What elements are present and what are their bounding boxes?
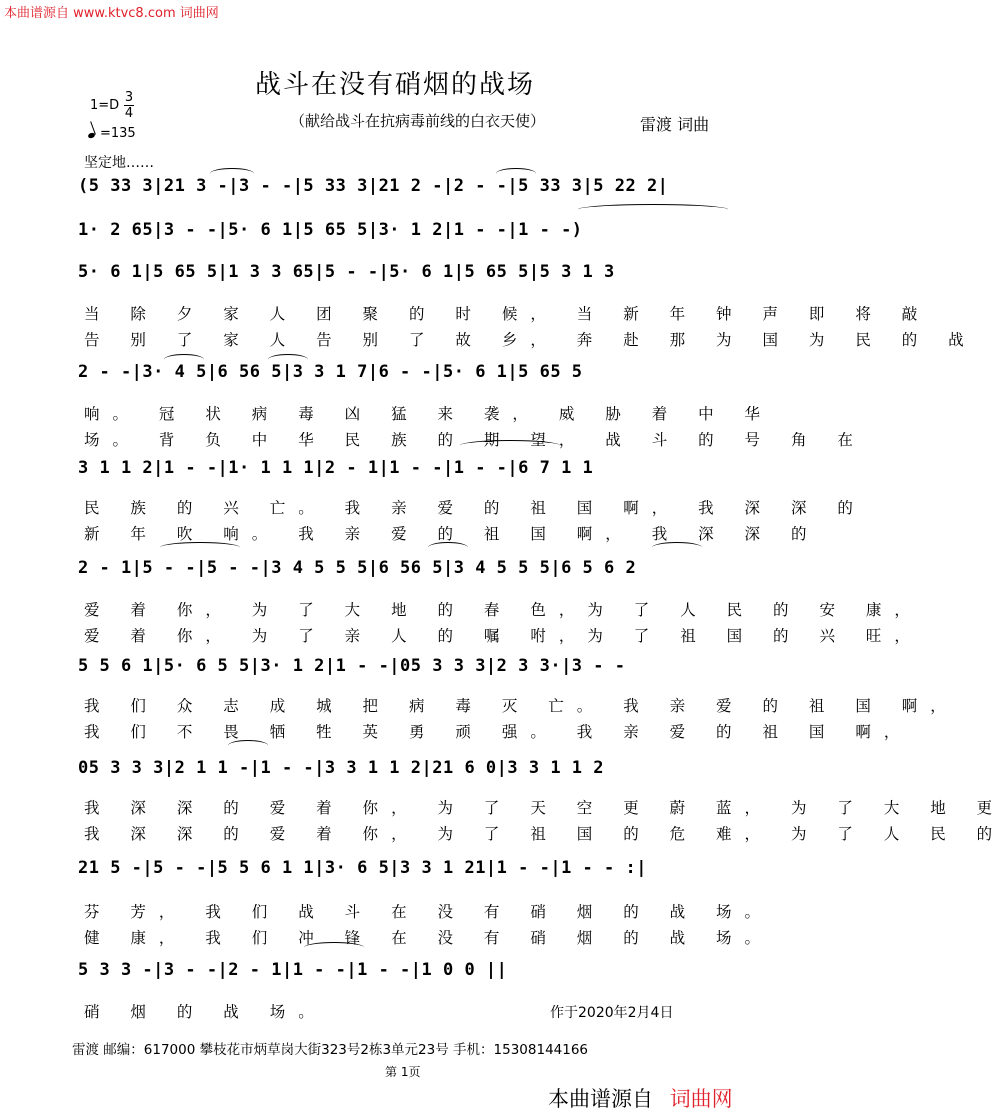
notation: 1· 2 65|3 - -|5· 6 1|5 65 5|3· 1 2|1 - -|1 - -) (78, 220, 583, 240)
time-signature (124, 90, 134, 121)
lyric-verse-1: 民 族 的 兴 亡。 我 亲 爱 的 祖 国 啊， 我 深 深 的 (84, 499, 866, 517)
song-title: 战斗在没有硝烟的战场 (254, 70, 535, 100)
music-line-7 (78, 656, 738, 682)
slur-mark (160, 542, 240, 553)
lyric-verse-2: 告 别 了 家 人 告 别 了 故 乡， 奔 赴 那 为 国 为 民 的 战 (84, 331, 977, 349)
song-subtitle: （献给战斗在抗病毒前线的白衣天使） (290, 112, 546, 130)
composition-date: 作于2020年2月4日 (550, 1005, 674, 1021)
notation: 5 5 6 1|5· 6 5 5|3· 1 2|1 - -|05 3 3 3|2 3 3·|3 - - (78, 656, 626, 676)
bottom-watermark (548, 1083, 733, 1113)
lyric-verse-2: 我 们 不 畏 牺 牲 英 勇 顽 强。 我 亲 爱 的 祖 国 啊， (84, 723, 913, 741)
slur-mark (228, 740, 268, 751)
slur-mark (578, 204, 728, 215)
notation: 5 3 3 -|3 - -|2 - 1|1 - -|1 - -|1 0 0 || (78, 960, 508, 980)
tempo-value: =135 (100, 126, 136, 141)
notation: 05 3 3 3|2 1 1 -|1 - -|3 3 1 1 2|21 6 0|3 3 1 1 2 (78, 758, 605, 778)
lyric-verse-2: 爱 着 你， 为 了 亲 人 的 嘱 咐，为 了 祖 国 的 兴 旺， (84, 627, 923, 645)
lyric-verse-1: 当 除 夕 家 人 团 聚 的 时 候， 当 新 年 钟 声 即 将 敲 (84, 305, 931, 323)
notation: 2 - -|3· 4 5|6 56 5|3 3 1 7|6 - -|5· 6 1|5 65 5 (78, 362, 583, 382)
music-line-1 (78, 176, 738, 202)
slur-mark (268, 354, 308, 365)
lyric-verse-1: 芬 芳， 我 们 战 斗 在 没 有 硝 烟 的 战 场。 (84, 903, 774, 921)
meter-denominator: 4 (124, 106, 134, 121)
author-credit: 雷渡 词曲 (640, 115, 710, 134)
notation: 3 1 1 2|1 - -|1· 1 1 1|2 - 1|1 - -|1 - -|6 7 1 1 (78, 458, 594, 478)
meter-numerator: 3 (124, 90, 134, 105)
expression-mark: 坚定地…… (84, 155, 154, 171)
slur-mark (496, 168, 536, 179)
slur-mark (428, 542, 468, 553)
lyric-verse-1: 我 深 深 的 爱 着 你， 为 了 天 空 更 蔚 蓝， 为 了 大 地 更 (84, 799, 1005, 817)
lyric-verse-2: 我 深 深 的 爱 着 你， 为 了 祖 国 的 危 难， 为 了 人 民 的 (84, 825, 1005, 843)
lyric-verse-1: 爱 着 你， 为 了 大 地 的 春 色，为 了 人 民 的 安 康， (84, 601, 923, 619)
notation: 5· 6 1|5 65 5|1 3 3 65|5 - -|5· 6 1|5 65 5|5 3 1 3 (78, 262, 615, 282)
lyric-verse-2: 场。 背 负 中 华 民 族 的 期 望， 战 斗 的 号 角 在 (84, 431, 866, 449)
quarter-note-icon (87, 132, 95, 139)
slur-mark (304, 942, 364, 953)
music-line-8 (78, 758, 738, 784)
music-line-4 (78, 362, 738, 388)
music-line-5 (78, 458, 738, 484)
key-signature: 1=D (90, 98, 120, 113)
lyric-verse-1: 响。 冠 状 病 毒 凶 猛 来 袭， 威 胁 着 中 华 (84, 405, 774, 423)
page-number: 第 1页 (385, 1065, 421, 1079)
music-line-2 (78, 220, 738, 246)
slur-mark (164, 354, 204, 365)
music-line-6 (78, 558, 738, 584)
notation: 21 5 -|5 - -|5 5 6 1 1|3· 6 5|3 3 1 21|1 - -|1 - - :| (78, 858, 647, 878)
slur-mark (652, 542, 702, 553)
source-watermark: 本曲谱源自 www.ktvc8.com 词曲网 (4, 6, 219, 21)
music-line-3 (78, 262, 738, 288)
music-line-9 (78, 858, 738, 884)
slur-mark (210, 168, 254, 179)
lyric-verse-2: 健 康， 我 们 冲 锋 在 没 有 硝 烟 的 战 场。 (84, 929, 774, 947)
notation: (5 33 3|21 3 -|3 - -|5 33 3|21 2 -|2 - -|5 33 3|5 22 2| (78, 176, 669, 196)
lyric-verse-1: 硝 烟 的 战 场。 (84, 1003, 327, 1021)
slur-mark (460, 440, 560, 451)
notation: 2 - 1|5 - -|5 - -|3 4 5 5 5|6 56 5|3 4 5 5 5|6 5 6 2 (78, 558, 637, 578)
music-line-10 (78, 960, 738, 986)
watermark-right: 词曲网 (669, 1087, 733, 1111)
footer-address: 雷渡 邮编：617000 攀枝花市炳草岗大街323号2栋3单元23号 手机：15308144166 (72, 1042, 589, 1058)
tempo-mark (88, 126, 136, 141)
lyric-verse-2: 新 年 吹 响。 我 亲 爱 的 祖 国 啊， 我 深 深 的 (84, 525, 820, 543)
lyric-verse-1: 我 们 众 志 成 城 把 病 毒 灭 亡。 我 亲 爱 的 祖 国 啊， (84, 697, 959, 715)
watermark-left: 本曲谱源自 (548, 1087, 653, 1111)
